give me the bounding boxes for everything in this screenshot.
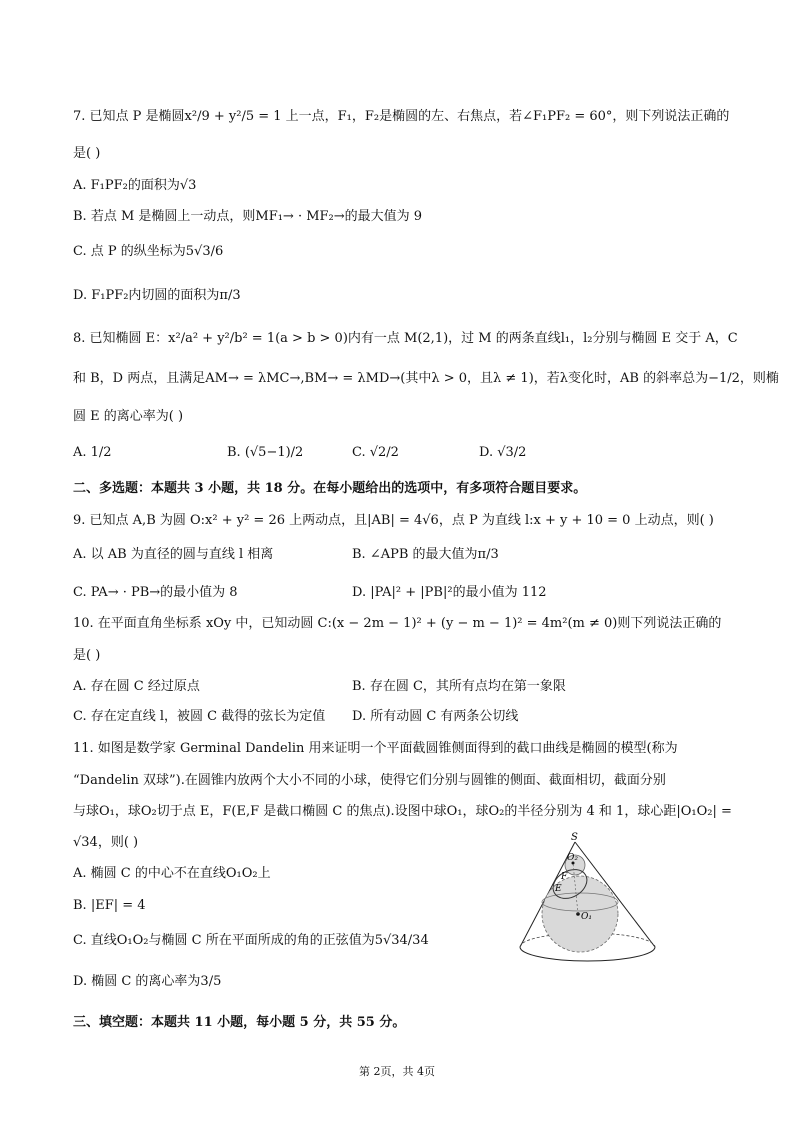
label-o2: O₂	[567, 853, 578, 863]
q7-option-d: D. F₁PF₂内切圆的面积为π/3	[73, 288, 241, 303]
q8-option-b: B. (√5−1)/2	[227, 445, 304, 460]
q8-option-a: A. 1/2	[73, 445, 112, 460]
q11-stem-line1: 11. 如图是数学家 Germinal Dandelin 用来证明一个平面截圆锥侧面得到的截口曲线是椭圆的模型(称为	[73, 741, 678, 756]
q7-option-a: A. F₁PF₂的面积为√3	[73, 178, 197, 193]
dandelin-spheres-figure	[518, 832, 658, 964]
q7-stem-line2: 是( )	[73, 146, 101, 161]
q10-stem-line1: 10. 在平面直角坐标系 xOy 中，已知动圆 C:(x − 2m − 1)² + (y − m − 1)² = 4m²(m ≠ 0)则下列说法正确的	[73, 616, 722, 631]
q9-option-d: D. |PA|² + |PB|²的最小值为 112	[352, 585, 547, 600]
q11-option-c: C. 直线O₁O₂与椭圆 C 所在平面所成的角的正弦值为5√34/34	[73, 933, 429, 948]
q10-option-a: A. 存在圆 C 经过原点	[73, 679, 200, 694]
label-s: S	[571, 832, 578, 843]
q7-option-b: B. 若点 M 是椭圆上一动点，则MF₁→ · MF₂→的最大值为 9	[73, 209, 423, 224]
section-3-heading: 三、填空题：本题共 11 小题，每小题 5 分，共 55 分。	[73, 1015, 406, 1030]
q10-option-d: D. 所有动圆 C 有两条公切线	[352, 709, 519, 724]
q9-option-c: C. PA→ · PB→的最小值为 8	[73, 585, 238, 600]
q11-stem-line3: 与球O₁，球O₂切于点 E，F(E,F 是截口椭圆 C 的焦点).设图中球O₁，球O₂的半径分别为 4 和 1，球心距|O₁O₂| =	[73, 804, 732, 819]
label-e: E	[555, 884, 562, 894]
q9-option-b: B. ∠APB 的最大值为π/3	[352, 547, 499, 562]
q9-option-a: A. 以 AB 为直径的圆与直线 l 相离	[73, 547, 274, 562]
q8-option-c: C. √2/2	[352, 445, 399, 460]
q8-stem-line2: 和 B，D 两点，且满足AM→ = λMC→,BM→ = λMD→(其中λ > 0，且λ ≠ 1)，若λ变化时，AB 的斜率总为−1/2，则椭	[73, 371, 779, 386]
q11-option-a: A. 椭圆 C 的中心不在直线O₁O₂上	[73, 866, 271, 881]
q8-stem-line1: 8. 已知椭圆 E：x²/a² + y²/b² = 1(a > b > 0)内有一点 M(2,1)，过 M 的两条直线l₁，l₂分别与椭圆 E 交于 A，C	[73, 331, 738, 346]
q10-option-c: C. 存在定直线 l，被圆 C 截得的弦长为定值	[73, 709, 326, 724]
q7-option-c: C. 点 P 的纵坐标为5√3/6	[73, 244, 224, 259]
section-2-heading: 二、多选题：本题共 3 小题，共 18 分。在每小题给出的选项中，有多项符合题目要求。	[73, 481, 587, 496]
q11-stem-line4: √34，则( )	[73, 835, 139, 850]
q11-stem-line2: “Dandelin 双球”).在圆锥内放两个大小不同的小球，使得它们分别与圆锥的侧面、截面相切，截面分别	[73, 773, 666, 788]
label-f: F	[561, 872, 568, 882]
q11-option-b: B. |EF| = 4	[73, 898, 146, 913]
q10-stem-line2: 是( )	[73, 648, 101, 663]
q8-stem-line3: 圆 E 的离心率为( )	[73, 409, 184, 424]
q9-stem-line1: 9. 已知点 A,B 为圆 O:x² + y² = 26 上两动点，且|AB| = 4√6，点 P 为直线 l:x + y + 10 = 0 上动点，则( )	[73, 513, 714, 528]
q10-option-b: B. 存在圆 C，其所有点均在第一象限	[352, 679, 566, 694]
q11-option-d: D. 椭圆 C 的离心率为3/5	[73, 974, 222, 989]
page-footer: 第 2页，共 4页	[359, 1065, 435, 1078]
label-o1: O₁	[581, 912, 592, 922]
q8-option-d: D. √3/2	[479, 445, 527, 460]
q7-stem-line1: 7. 已知点 P 是椭圆x²/9 + y²/5 = 1 上一点，F₁，F₂是椭圆的左、右焦点，若∠F₁PF₂ = 60°，则下列说法正确的	[73, 109, 730, 124]
